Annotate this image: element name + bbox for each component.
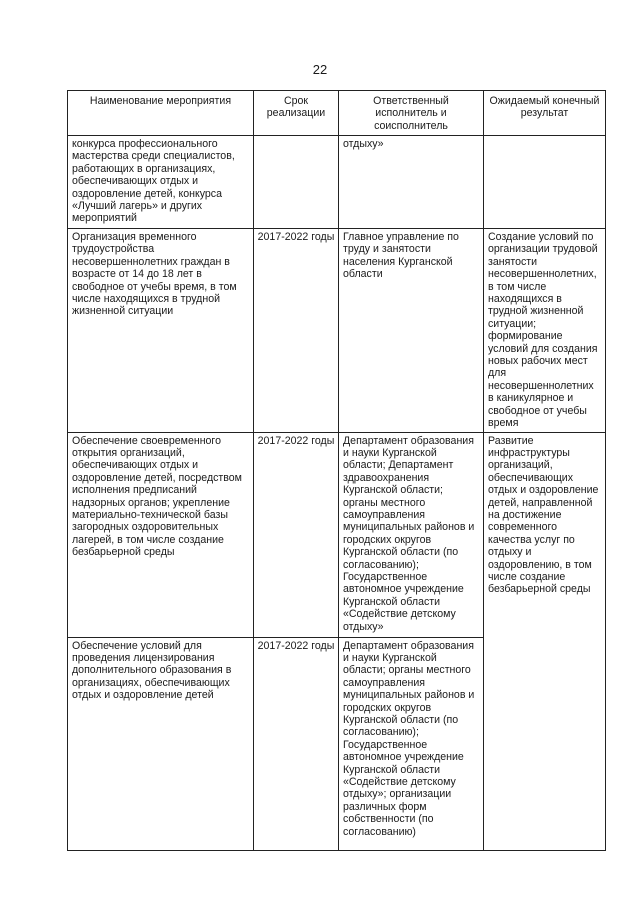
cell-term: 2017-2022 годы [254, 432, 339, 637]
cell-result [484, 637, 606, 850]
header-row [68, 91, 606, 136]
cell-term: 2017-2022 годы [254, 637, 339, 850]
cell-result: Развитие инфраструктуры организаций, обеспечивающих отдых и оздоровление детей, направленной на достижение современного качества услуг по отдыху и оздоровлению, в том числе создание безбарьерной среды [484, 432, 606, 637]
cell-name: Обеспечение своевременного открытия организаций, обеспечивающих отдых и оздоровление детей, посредством исполнения предписаний надзорных органов; укрепление материально-технической базы загородных оздоровительных лагерей, в том числе создание безбарьерной среды [68, 432, 254, 637]
table-row [68, 229, 606, 433]
header-term: Срок реализации [254, 91, 339, 136]
cell-result: Создание условий по организации трудовой занятости несовершеннолетних, в том числе находящихся в трудной жизненной ситуации; формирование условий для создания новых рабочих мест для несовершеннолетних в каникулярное и свободное от учебы время [484, 229, 606, 433]
cell-executor: Департамент образования и науки Курганской области; Департамент здравоохранения Курганской области; органы местного самоуправления муниципальных районов и городских округов Курганской области (по согласованию); Государственное автономное учреждение Курганской области «Содействие детскому отдыху» [339, 432, 484, 637]
table-row [68, 637, 606, 850]
cell-name: конкурса профессионального мастерства среди специалистов, работающих в организациях, обеспечивающих отдых и оздоровление детей, конкурса «Лучший лагерь» и других мероприятий [68, 136, 254, 229]
cell-executor: отдыху» [339, 136, 484, 229]
table-row [68, 136, 606, 229]
table-header [68, 91, 606, 136]
page-number: 22 [312, 62, 328, 77]
cell-executor: Главное управление по труду и занятости населения Курганской области [339, 229, 484, 433]
header-executor: Ответственный исполнитель и соисполнитель [339, 91, 484, 136]
cell-result [484, 136, 606, 229]
table-row [68, 432, 606, 637]
cell-executor: Департамент образования и науки Курганской области; органы местного самоуправления муниципальных районов и городских округов Курганской области (по согласованию); Государственное автономное учреждение Курганской области «Содействие детскому отдыху»; организации различных форм собственности (по согласованию) [339, 637, 484, 850]
cell-name: Обеспечение условий для проведения лицензирования дополнительного образования в организациях, обеспечивающих отдых и оздоровление детей [68, 637, 254, 850]
cell-name: Организация временного трудоустройства несовершеннолетних граждан в возрасте от 14 до 18 лет в свободное от учебы время, в том числе находящихся в трудной жизненной ситуации [68, 229, 254, 433]
cell-term [254, 136, 339, 229]
table-body [68, 136, 606, 851]
measures-table [67, 90, 606, 851]
measures-table-container [67, 90, 605, 851]
header-name: Наименование мероприятия [68, 91, 254, 136]
header-result: Ожидаемый конечный результат [484, 91, 606, 136]
cell-term: 2017-2022 годы [254, 229, 339, 433]
